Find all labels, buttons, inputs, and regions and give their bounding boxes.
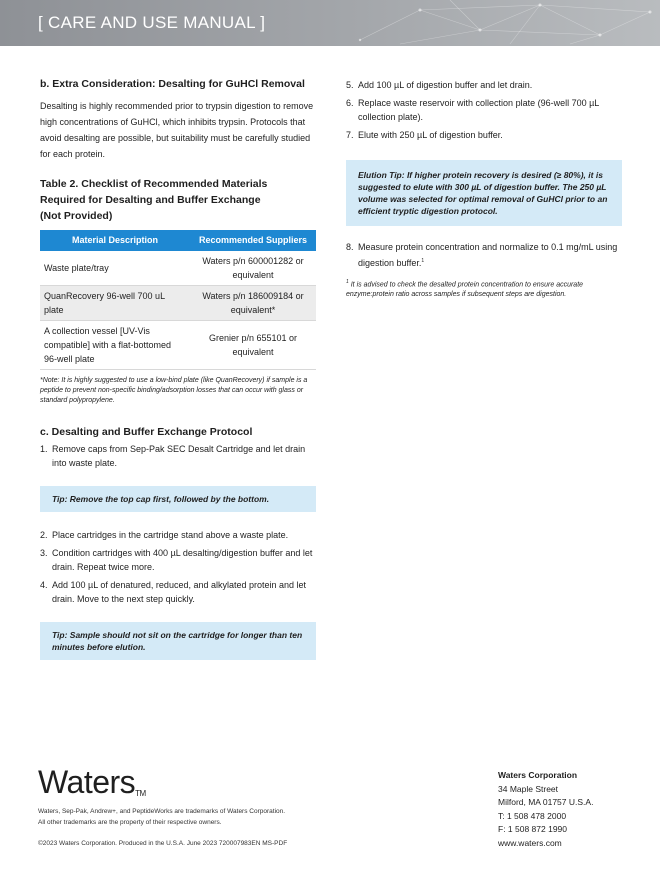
row-description: QuanRecovery 96-well 700 uL plate <box>40 286 190 321</box>
footnote-marker: 1 <box>421 258 425 264</box>
list-item <box>346 128 622 142</box>
step-text: Elute with 250 µL of digestion buffer. <box>358 130 503 140</box>
copyright: ©2023 Waters Corporation. Produced in the U.S.A. June 2023 720007983EN MS-PDF <box>38 840 288 847</box>
steps-list <box>346 78 622 142</box>
step-number: 2. <box>40 530 48 540</box>
website: www.waters.com <box>498 837 562 848</box>
steps-list <box>346 240 622 270</box>
row-supplier: Grenier p/n 655101 or equivalent <box>190 321 316 370</box>
table-row <box>40 286 316 321</box>
list-item <box>40 578 316 606</box>
step-number: 5. <box>346 80 354 90</box>
list-item <box>346 78 622 92</box>
tip-box-caps: Tip: Remove the top cap first, followed by the bottom. <box>40 486 316 512</box>
step-8-text: Measure protein concentration and normalize to 0.1 mg/mL using digestion buffer. <box>358 242 618 268</box>
header-title: [ CARE AND USE MANUAL ] <box>38 13 266 32</box>
company-name: Waters Corporation <box>498 770 578 780</box>
city: Milford, MA 01757 U.S.A. <box>498 797 594 807</box>
step-text: Remove caps from Sep-Pak SEC Desalt Cartridge and let drain into waste plate. <box>52 444 306 468</box>
header-recommended-suppliers: Recommended Suppliers <box>190 230 316 251</box>
table-caption-line2: Required for Desalting and Buffer Exchange <box>40 194 261 206</box>
footnote-text: It is advised to check the desalted protein concentration to ensure accurate enzyme:protein ratio across samples if subsequent steps are digestion. <box>346 281 584 298</box>
fax: F: 1 508 872 1990 <box>498 824 568 834</box>
section-b-paragraph: Desalting is highly recommended prior to trypsin digestion to remove high concentrations of GuHCl, which inhibits trypsin. Protocols that avoid desalting are possible, but suitability must be carefully studied for each protein. <box>40 101 314 159</box>
header-material-description: Material Description <box>40 230 190 251</box>
step-text: Place cartridges in the cartridge stand above a waste plate. <box>52 530 289 540</box>
section-b-heading: b. Extra Consideration: Desalting for GuHCl Removal <box>40 78 305 90</box>
header-network-pattern <box>340 0 660 46</box>
steps-list <box>40 528 316 606</box>
elution-tip-box: Elution Tip: If higher protein recovery is desired (≥ 80%), it is suggested to elute with 300 µL of digestion buffer. The 250 µL volume was selected for optimal removal of GuHCl prior to an efficient tryptic digestion protocol. <box>346 160 622 226</box>
waters-logo <box>38 766 338 798</box>
left-column <box>40 78 316 676</box>
step-text <box>358 240 622 270</box>
row-supplier: Waters p/n 600001282 or equivalent <box>190 251 316 286</box>
section-c-heading: c. Desalting and Buffer Exchange Protocol <box>40 426 253 438</box>
logo-text: Waters <box>38 764 136 800</box>
row-description: A collection vessel [UV-Vis compatible] with a flat-bottomed 96-well plate <box>40 321 190 370</box>
table-caption-line3: (Not Provided) <box>40 210 113 222</box>
logo-trademark: TM <box>135 789 146 798</box>
step-text: Add 100 µL of denatured, reduced, and alkylated protein and let drain. Move to the next step quickly. <box>52 580 307 604</box>
step-number: 3. <box>40 548 48 558</box>
materials-table <box>40 230 316 370</box>
row-supplier: Waters p/n 186009184 or equivalent* <box>190 286 316 321</box>
trademark-notice <box>38 806 338 828</box>
step-number: 8. <box>346 242 354 252</box>
table-caption-line1: Table 2. Checklist of Recommended Materials <box>40 178 268 190</box>
header-banner <box>0 0 660 46</box>
list-item <box>346 96 622 124</box>
table-caption <box>40 176 316 224</box>
footer-address <box>498 769 593 850</box>
footnote-number: 1 <box>346 279 349 285</box>
table-row <box>40 251 316 286</box>
trademark-line2: All other trademarks are the property of their respective owners. <box>38 819 222 826</box>
step-number: 1. <box>40 444 48 454</box>
list-item <box>346 240 622 270</box>
tip-box-elution-time: Tip: Sample should not sit on the cartridge for longer than ten minutes before elution. <box>40 622 316 660</box>
table-note: *Note: It is highly suggested to use a low-bind plate (like QuanRecovery) if sample is a peptide to prevent non-specific binding/adsorption losses that can occur with glass or standard polypropylene. <box>40 377 308 404</box>
step-number: 7. <box>346 130 354 140</box>
row-description: Waste plate/tray <box>40 251 190 286</box>
step-number: 6. <box>346 98 354 108</box>
street: 34 Maple Street <box>498 783 559 794</box>
phone: T: 1 508 478 2000 <box>498 810 567 821</box>
steps-list <box>40 442 316 470</box>
list-item <box>40 442 316 470</box>
list-item <box>40 528 316 542</box>
step-text: Condition cartridges with 400 µL desalting/digestion buffer and let drain. Repeat twice more. <box>52 548 313 572</box>
table-row <box>40 321 316 370</box>
footnote <box>346 278 622 299</box>
step-number: 4. <box>40 580 48 590</box>
step-text: Replace waste reservoir with collection plate (96-well 700 µL collection plate). <box>358 98 599 122</box>
list-item <box>40 546 316 574</box>
step-text: Add 100 µL of digestion buffer and let drain. <box>358 80 533 90</box>
right-column <box>346 78 622 299</box>
section-c <box>40 426 316 660</box>
trademark-line1: Waters, Sep-Pak, Andrew+, and PeptideWorks are trademarks of Waters Corporation. <box>38 808 286 815</box>
table-header-row <box>40 230 316 251</box>
footer-left <box>38 766 338 847</box>
